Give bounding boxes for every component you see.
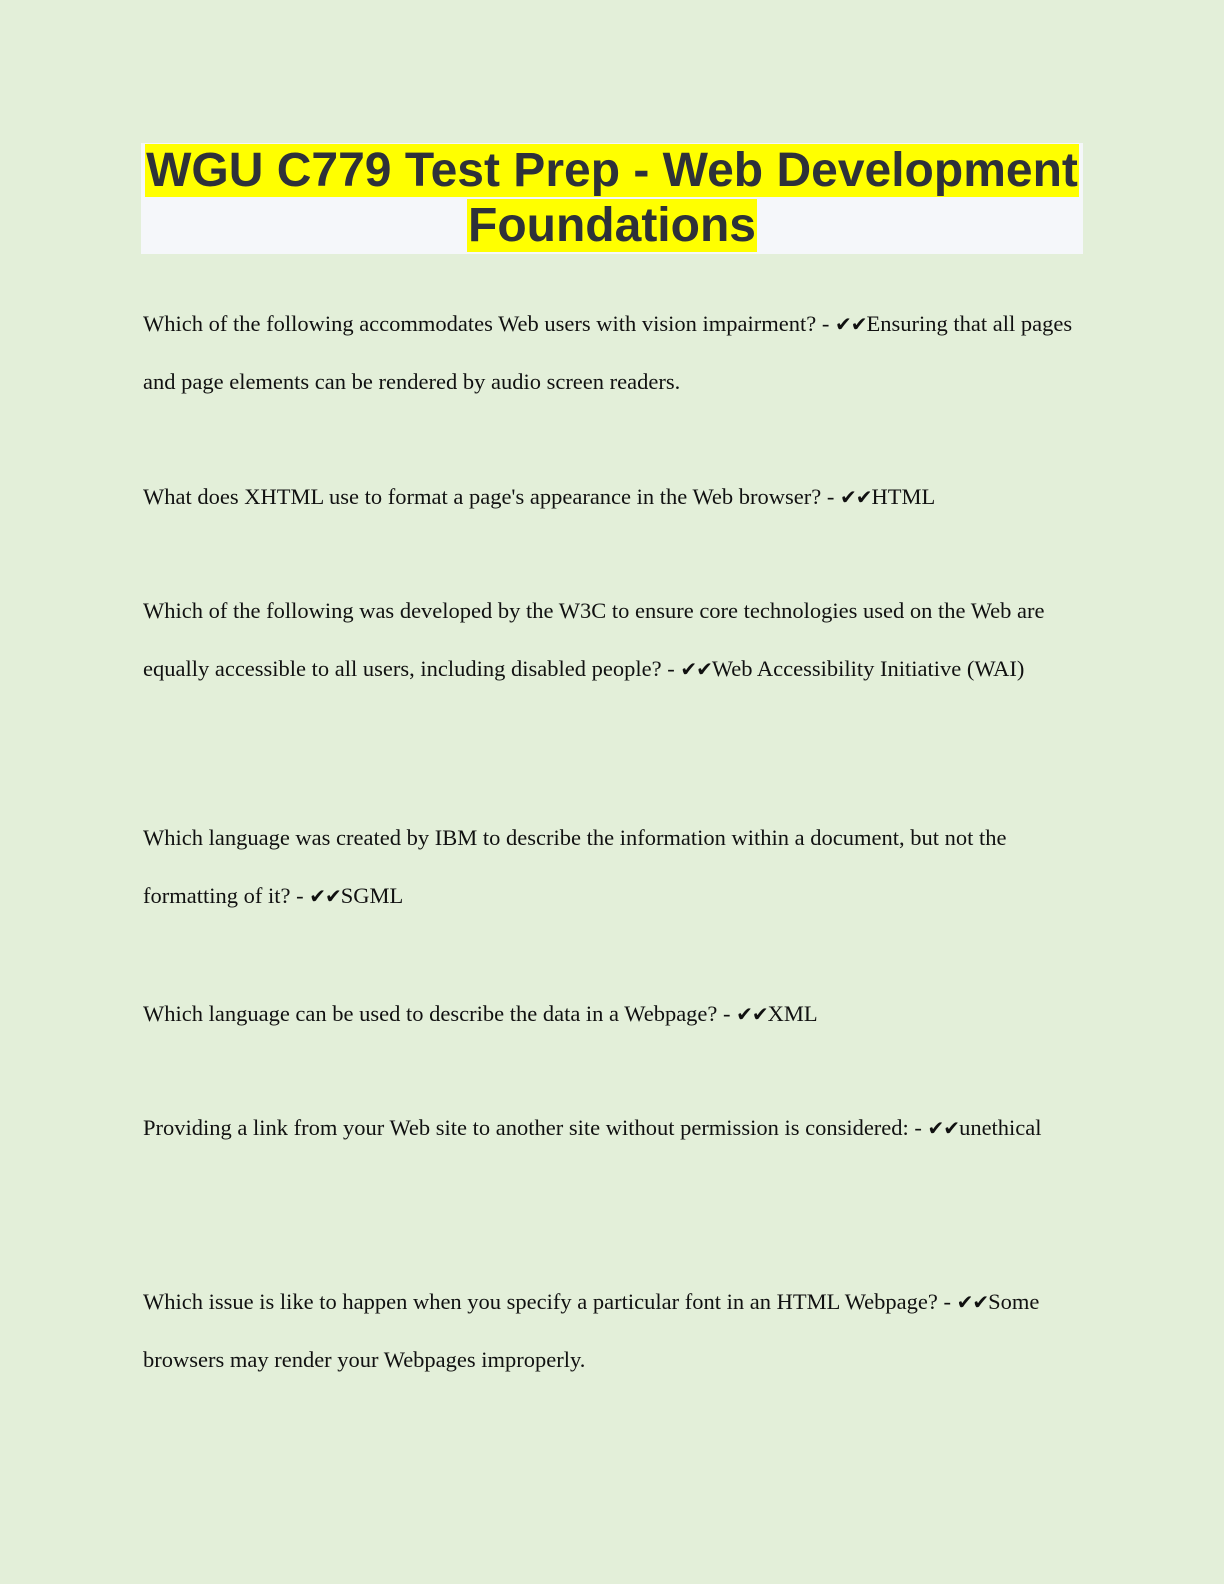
question-text: Which of the following accommodates Web users with vision impairment? - <box>143 311 835 336</box>
answer-text: Some browsers may render your Webpages improperly. <box>143 1289 1040 1372</box>
answer-text: Web Accessibility Initiative (WAI) <box>711 656 1025 681</box>
qa-item <box>143 1273 1083 1389</box>
double-check-icon: ✔✔ <box>927 1116 960 1140</box>
question-text: Which of the following was developed by the W3C to ensure core technologies used on the Web are equally accessible to all users, including disabled people? - <box>143 598 1045 681</box>
qa-item <box>143 809 1083 925</box>
qa-item <box>143 985 1083 1043</box>
double-check-icon: ✔✔ <box>956 1290 989 1314</box>
answer-text: Ensuring that all pages and page elements can be rendered by audio screen readers. <box>143 311 1073 394</box>
question-text: Which language can be used to describe the data in a Webpage? - <box>143 1001 737 1026</box>
question-text: What does XHTML use to format a page's appearance in the Web browser? - <box>143 484 840 509</box>
answer-text: HTML <box>871 484 936 509</box>
double-check-icon: ✔✔ <box>680 657 712 681</box>
qa-item <box>143 582 1083 698</box>
double-check-icon: ✔✔ <box>839 485 872 509</box>
title-line-2: Foundations <box>468 199 756 252</box>
answer-text: unethical <box>959 1115 1042 1140</box>
answer-text: XML <box>767 1001 818 1026</box>
document-title <box>141 143 1083 254</box>
double-check-icon: ✔✔ <box>736 1002 768 1026</box>
qa-item <box>143 468 1083 526</box>
double-check-icon: ✔✔ <box>835 312 867 336</box>
qa-item <box>143 1099 1083 1157</box>
title-line-1: WGU C779 Test Prep - Web Development <box>146 144 1078 197</box>
question-text: Providing a link from your Web site to another site without permission is considered: - <box>143 1115 928 1140</box>
double-check-icon: ✔✔ <box>309 884 341 908</box>
question-text: Which issue is like to happen when you specify a particular font in an HTML Webpage? - <box>143 1289 957 1314</box>
question-text: Which language was created by IBM to describe the information within a document, but not the formatting of it? - <box>143 825 1007 908</box>
answer-text: SGML <box>340 883 404 908</box>
qa-item <box>143 295 1083 411</box>
